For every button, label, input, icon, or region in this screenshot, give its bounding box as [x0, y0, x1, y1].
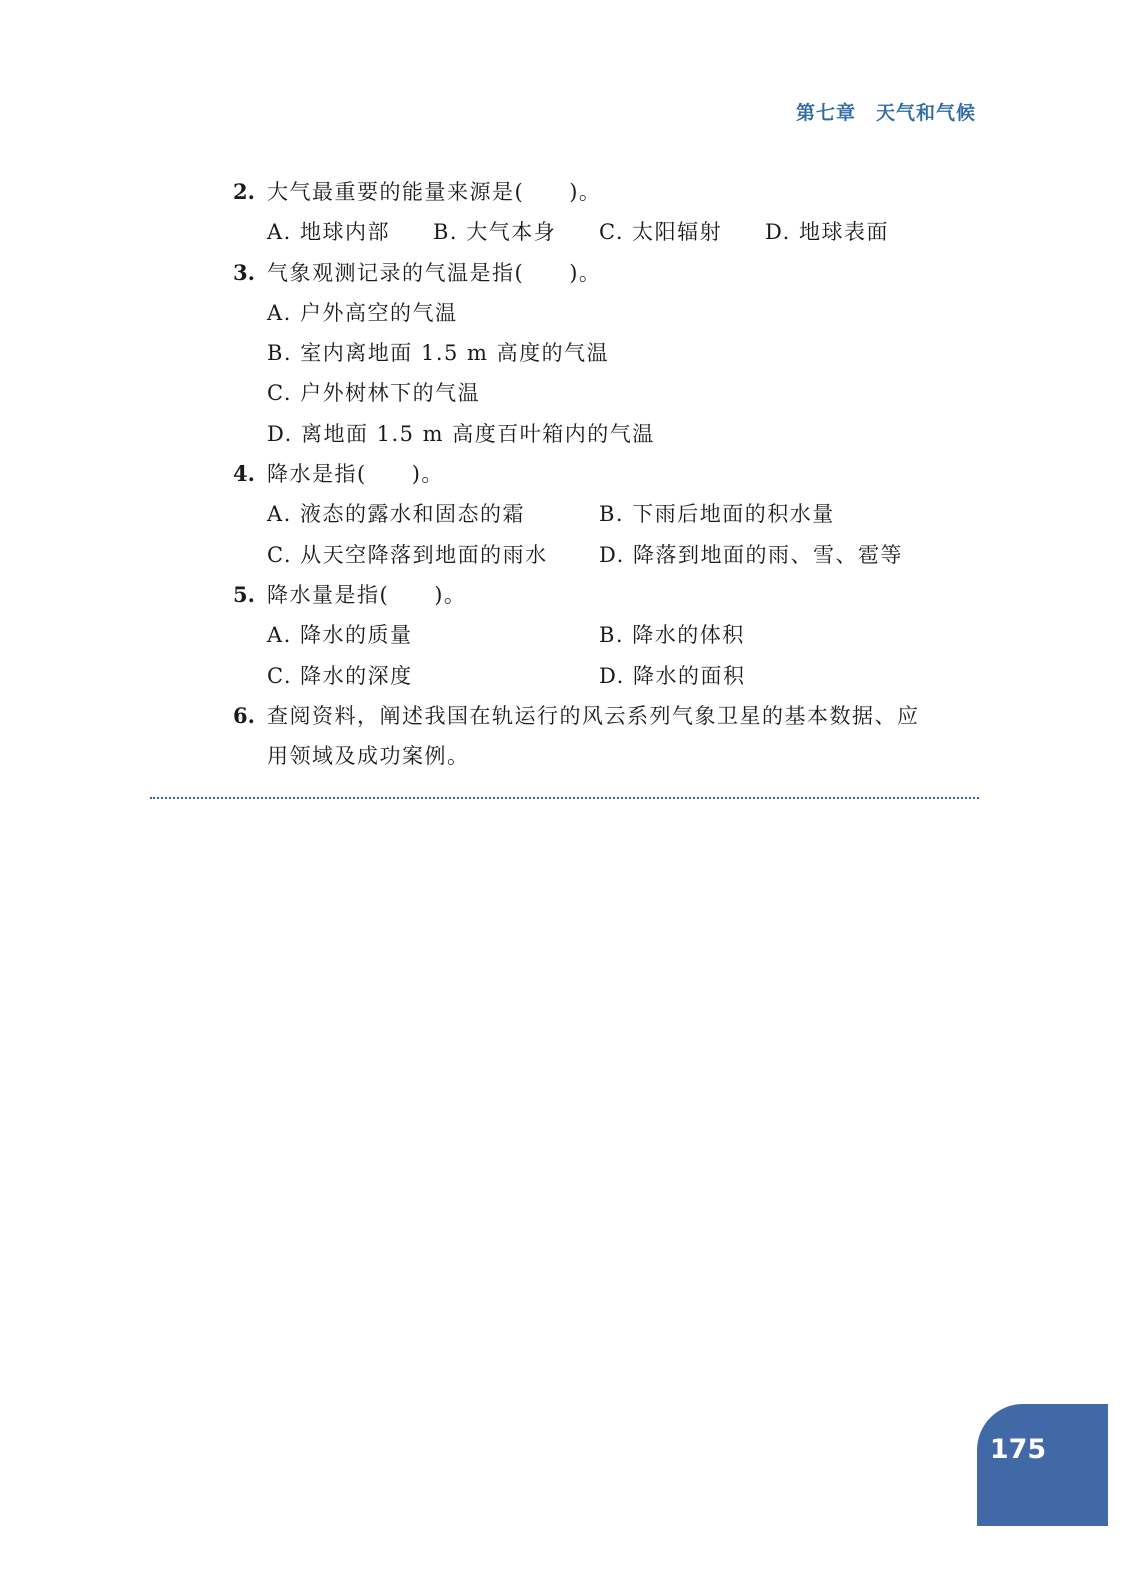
- question-6-stem: [233, 696, 953, 736]
- question-5-stem: [233, 575, 953, 615]
- question-2-options: [233, 212, 953, 252]
- dotted-divider: [150, 797, 979, 799]
- option-a: A. 降水的质量: [267, 623, 413, 648]
- option-b: B. 室内离地面 1.5 m 高度的气温: [267, 341, 610, 366]
- option-b: B. 降水的体积: [599, 623, 745, 648]
- page-number-tab: [977, 1404, 1108, 1526]
- page-number: 175: [989, 1434, 1047, 1465]
- option-c: C. 降水的深度: [267, 663, 413, 688]
- chapter-header: 第七章 天气和气候: [795, 102, 976, 124]
- question-number: 3.: [233, 259, 255, 285]
- option-d: D. 离地面 1.5 m 高度百叶箱内的气温: [267, 421, 655, 446]
- option-b: B. 下雨后地面的积水量: [599, 502, 835, 527]
- option-a: A. 液态的露水和固态的霜: [267, 502, 526, 527]
- option-b: B. 大气本身: [433, 220, 557, 245]
- option-c: C. 从天空降落到地面的雨水: [267, 542, 548, 567]
- question-3-stem: [233, 253, 953, 293]
- question-4-options-row-1: [233, 494, 953, 534]
- question-text: 查阅资料，阐述我国在轨运行的风云系列气象卫星的基本数据、应: [267, 703, 920, 728]
- question-2-stem: [233, 172, 953, 212]
- question-number: 4.: [233, 461, 255, 487]
- question-list: [233, 172, 953, 776]
- question-number: 6.: [233, 702, 255, 728]
- question-text: 气象观测记录的气温是指( )。: [267, 260, 602, 285]
- option-a: A. 户外高空的气温: [267, 300, 458, 325]
- question-4-stem: [233, 454, 953, 494]
- option-d: D. 降水的面积: [599, 663, 746, 688]
- option-d: D. 降落到地面的雨、雪、雹等: [599, 542, 903, 567]
- question-4-options-row-2: [233, 535, 953, 575]
- question-5-options-row-2: [233, 656, 953, 696]
- option-d: D. 地球表面: [765, 220, 889, 245]
- question-number: 5.: [233, 581, 255, 607]
- question-number: 2.: [233, 179, 255, 204]
- question-text: 降水是指( )。: [267, 462, 444, 487]
- question-6-continuation: 用领域及成功案例。: [267, 744, 470, 769]
- option-c: C. 太阳辐射: [599, 220, 723, 245]
- question-text: 大气最重要的能量来源是( )。: [267, 180, 602, 204]
- option-c: C. 户外树林下的气温: [267, 381, 481, 406]
- option-a: A. 地球内部: [267, 220, 391, 245]
- question-text: 降水量是指( )。: [267, 582, 467, 607]
- question-5-options-row-1: [233, 615, 953, 655]
